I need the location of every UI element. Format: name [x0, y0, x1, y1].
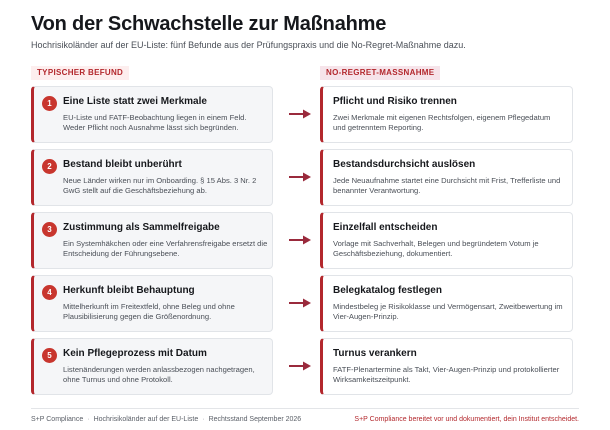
finding-description: Ein Systemhäkchen oder eine Verfahrensfreigabe ersetzt die Entscheidung der Führungsebene.	[63, 239, 268, 258]
measure-title: Bestandsdurchsicht auslösen	[333, 159, 476, 170]
arrow-right-icon	[289, 297, 311, 309]
footer-meta	[31, 416, 301, 423]
footer-company: S+P Compliance	[31, 416, 84, 423]
finding-description: Neue Länder wirken nur im Onboarding. § 15 Abs. 3 Nr. 2 GwG stellt auf die Geschäftsbeziehung ab.	[63, 176, 257, 195]
number-badge: 3	[42, 222, 57, 237]
measure-description: FATF-Plenartermine als Takt, Vier-Augen-Prinzip und protokollierter Wirksamkeitszeitpunkt.	[333, 365, 560, 384]
measure-card	[320, 275, 573, 332]
finding-description: Mittelherkunft im Freitextfeld, ohne Beleg und ohne Plausibilisierung gegen die Größenordnung.	[63, 302, 235, 321]
finding-rows	[31, 86, 573, 401]
measure-title: Pflicht und Risiko trennen	[333, 96, 457, 107]
finding-title: Kein Pflegeprozess mit Datum	[63, 348, 207, 359]
arrow-right-icon	[289, 108, 311, 120]
page-title: Von der Schwachstelle zur Maßnahme	[31, 13, 387, 35]
measure-description: Zwei Merkmale mit eigenen Rechtsfolgen, eigenem Pflegedatum und getrenntem Reporting.	[333, 113, 551, 132]
finding-card	[31, 275, 273, 332]
footer-topic: Hochrisikoländer auf der EU-Liste	[93, 416, 199, 423]
number-badge: 5	[42, 348, 57, 363]
column-label-befund: TYPISCHER BEFUND	[31, 66, 129, 80]
column-label-massnahme: NO-REGRET-MASSNAHME	[320, 66, 440, 80]
measure-title: Turnus verankern	[333, 348, 417, 359]
arrow-right-icon	[289, 360, 311, 372]
finding-title: Herkunft bleibt Behauptung	[63, 285, 195, 296]
finding-card	[31, 212, 273, 269]
finding-title: Eine Liste statt zwei Merkmale	[63, 96, 207, 107]
footer-disclaimer: S+P Compliance bereitet vor und dokumentiert, dein Institut entscheidet.	[354, 416, 579, 423]
finding-title: Zustimmung als Sammelfreigabe	[63, 222, 220, 233]
footer-legal-status: Rechtsstand September 2026	[208, 416, 302, 423]
finding-card	[31, 149, 273, 206]
measure-description: Vorlage mit Sachverhalt, Belegen und begründetem Votum je Geschäftsbeziehung, dokumentiert.	[333, 239, 539, 258]
finding-row	[31, 149, 573, 206]
arrow-right-icon	[289, 234, 311, 246]
arrow-right-icon	[289, 171, 311, 183]
finding-description: EU-Liste und FATF-Beobachtung liegen in einem Feld. Weder Pflicht noch Ausnahme lässt sich begründen.	[63, 113, 247, 132]
measure-card	[320, 86, 573, 143]
number-badge: 4	[42, 285, 57, 300]
finding-row	[31, 338, 573, 395]
finding-card	[31, 338, 273, 395]
measure-title: Einzelfall entscheiden	[333, 222, 438, 233]
number-badge: 2	[42, 159, 57, 174]
finding-row	[31, 86, 573, 143]
measure-card	[320, 338, 573, 395]
finding-description: Listenänderungen werden anlassbezogen nachgetragen, ohne Turnus und ohne Protokoll.	[63, 365, 255, 384]
finding-title: Bestand bleibt unberührt	[63, 159, 182, 170]
measure-card	[320, 149, 573, 206]
page-subtitle: Hochrisikoländer auf der EU-Liste: fünf Befunde aus der Prüfungspraxis und die No-Regret-Maßnahme dazu.	[31, 40, 466, 50]
measure-card	[320, 212, 573, 269]
measure-description: Mindestbeleg je Risikoklasse und Vermögensart, Zweitbewertung im Vier-Augen-Prinzip.	[333, 302, 563, 321]
measure-title: Belegkatalog festlegen	[333, 285, 442, 296]
footer-separator: ·	[202, 416, 205, 423]
measure-description: Jede Neuaufnahme startet eine Durchsicht mit Frist, Trefferliste und benannter Verantwortung.	[333, 176, 561, 195]
footer-separator: ·	[87, 416, 90, 423]
footer-divider	[31, 408, 579, 409]
finding-row	[31, 212, 573, 269]
finding-row	[31, 275, 573, 332]
number-badge: 1	[42, 96, 57, 111]
finding-card	[31, 86, 273, 143]
